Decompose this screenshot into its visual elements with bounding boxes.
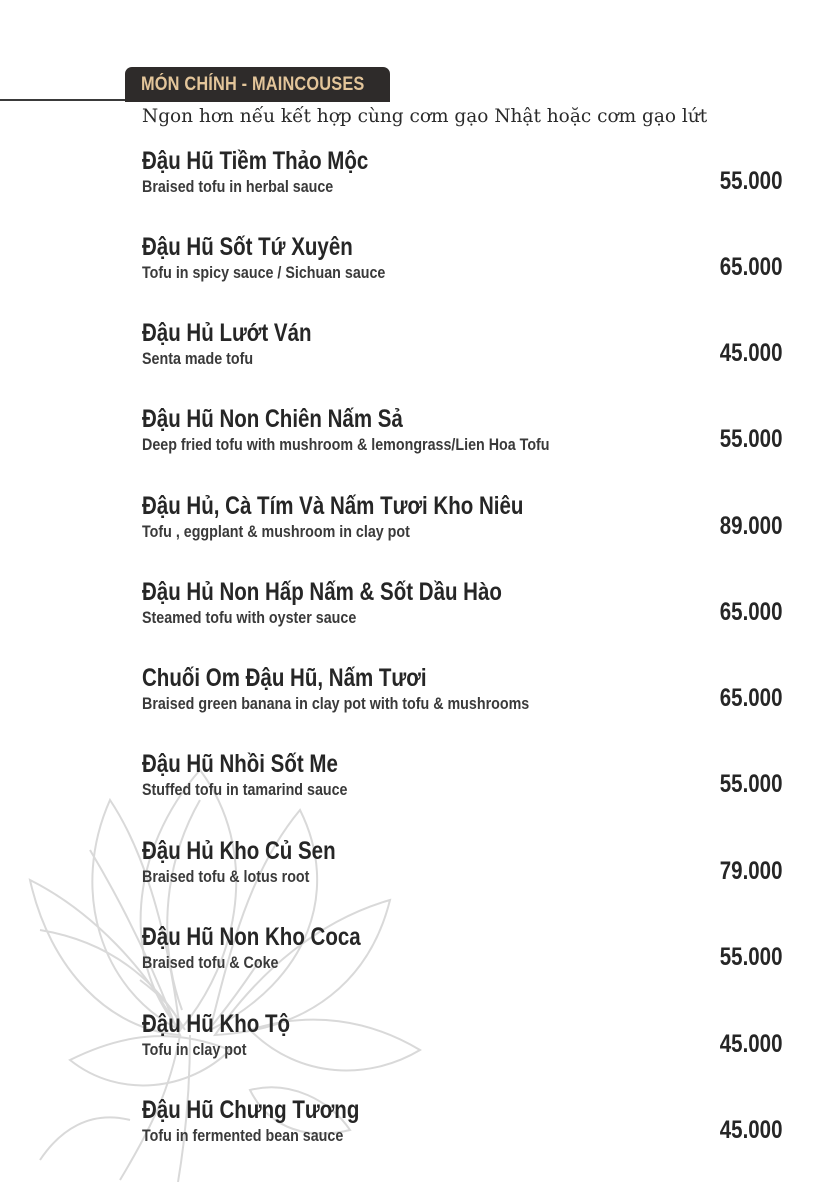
menu-item-description: Deep fried tofu with mushroom & lemongrass/Lien Hoa Tofu <box>142 435 550 454</box>
menu-item-name: Đậu Hủ Kho Củ Sen <box>142 837 336 865</box>
menu-item-price: 89.000 <box>719 512 782 540</box>
menu-item-price: 45.000 <box>719 1116 782 1144</box>
menu-item <box>0 233 836 303</box>
menu-item-price: 55.000 <box>719 167 782 195</box>
menu-item <box>0 923 836 993</box>
menu-item-description: Braised tofu in herbal sauce <box>142 177 334 196</box>
menu-item-price: 65.000 <box>719 598 782 626</box>
menu-item-description: Braised tofu & lotus root <box>142 867 310 886</box>
menu-item <box>0 1096 836 1166</box>
menu-item-description: Tofu in spicy sauce / Sichuan sauce <box>142 263 386 282</box>
menu-item-name: Đậu Hũ Non Chiên Nấm Sả <box>142 405 403 433</box>
menu-item-name: Đậu Hũ Kho Tộ <box>142 1010 291 1038</box>
menu-item <box>0 147 836 217</box>
menu-item <box>0 750 836 820</box>
menu-item-name: Đậu Hũ Non Kho Coca <box>142 923 361 951</box>
menu-item-description: Tofu in fermented bean sauce <box>142 1126 344 1145</box>
menu-item <box>0 664 836 734</box>
menu-item-price: 45.000 <box>719 339 782 367</box>
menu-item-name: Đậu Hủ Lướt Ván <box>142 319 312 347</box>
menu-item <box>0 319 836 389</box>
menu-item <box>0 492 836 562</box>
menu-item-price: 65.000 <box>719 253 782 281</box>
menu-item-price: 79.000 <box>719 857 782 885</box>
menu-item <box>0 405 836 475</box>
menu-item-description: Senta made tofu <box>142 349 254 368</box>
section-title: MÓN CHÍNH - MAINCOUSES <box>141 73 365 95</box>
menu-item <box>0 578 836 648</box>
menu-item-price: 45.000 <box>719 1030 782 1058</box>
menu-item-price: 55.000 <box>719 425 782 453</box>
menu-item-description: Braised tofu & Coke <box>142 953 279 972</box>
header-rule <box>0 99 128 101</box>
menu-item-name: Đậu Hũ Tiềm Thảo Mộc <box>142 147 369 175</box>
menu-item-description: Steamed tofu with oyster sauce <box>142 608 357 627</box>
menu-item-description: Braised green banana in clay pot with tofu & mushrooms <box>142 694 530 713</box>
menu-item-name: Chuối Om Đậu Hũ, Nấm Tươi <box>142 664 427 692</box>
menu-item-price: 55.000 <box>719 943 782 971</box>
menu-item-description: Stuffed tofu in tamarind sauce <box>142 780 348 799</box>
menu-item <box>0 1010 836 1080</box>
menu-item-description: Tofu in clay pot <box>142 1040 247 1059</box>
section-title-tab <box>125 67 390 102</box>
section-subtitle: Ngon hơn nếu kết hợp cùng cơm gạo Nhật hoặc cơm gạo lứt <box>142 106 708 127</box>
menu-item-name: Đậu Hủ, Cà Tím Và Nấm Tươi Kho Niêu <box>142 492 524 520</box>
menu-item-name: Đậu Hũ Nhồi Sốt Me <box>142 750 338 778</box>
menu-item-name: Đậu Hũ Sốt Tứ Xuyên <box>142 233 353 261</box>
menu-item <box>0 837 836 907</box>
menu-item-price: 55.000 <box>719 770 782 798</box>
menu-item-name: Đậu Hũ Chưng Tương <box>142 1096 360 1124</box>
menu-item-description: Tofu , eggplant & mushroom in clay pot <box>142 522 410 541</box>
menu-item-price: 65.000 <box>719 684 782 712</box>
menu-item-name: Đậu Hủ Non Hấp Nấm & Sốt Dầu Hào <box>142 578 502 606</box>
